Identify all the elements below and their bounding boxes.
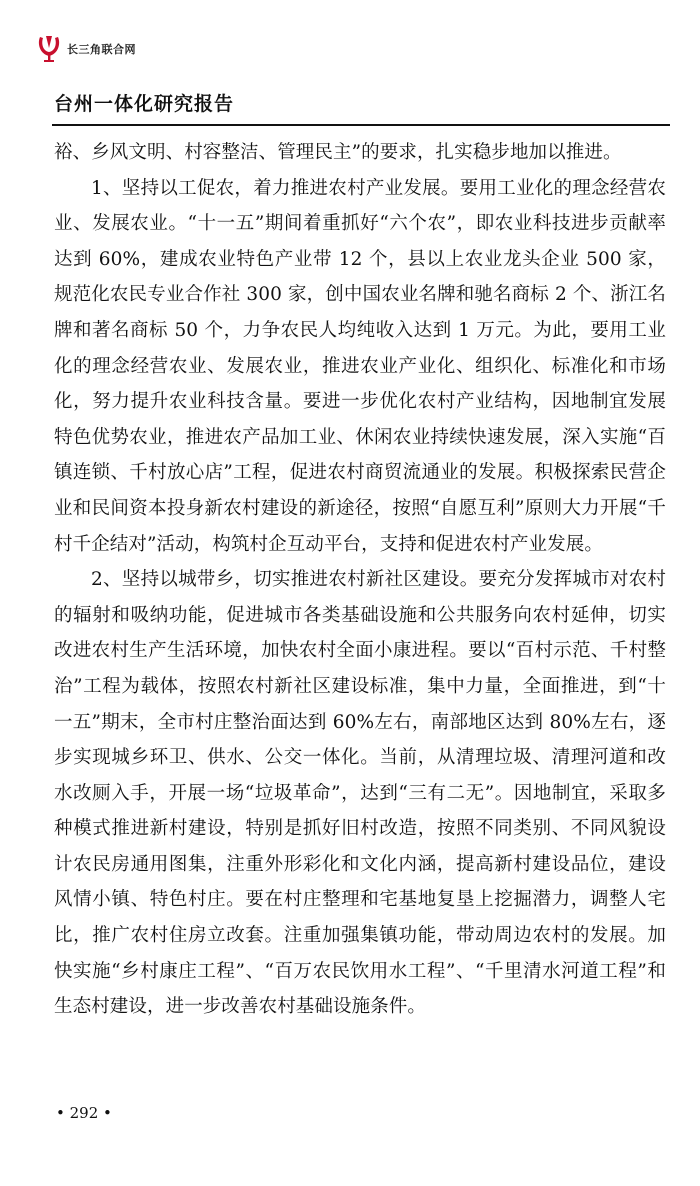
site-logo bbox=[36, 34, 136, 64]
page-number: • 292 • bbox=[56, 1104, 112, 1122]
body-text bbox=[54, 135, 666, 1025]
paragraph-agriculture: 1、坚持以工促农，着力推进农村产业发展。要用工业化的理念经营农业、发展农业。“十一五”期间着重抓好“六个农”，即农业科技进步贡献率达到 60%，建成农业特色产业带 12 个，县以上农业龙头企业 500 家，规范化农民专业合作社 300 家，创中国农业名牌和驰名商标 2 个、浙江名牌和著名商标 50 个，力争农民人均纯收入达到 1 万元。为此，要用工业化的理念经营农业、发展农业，推进农业产业化、组织化、标准化和市场化，努力提升农业科技含量。要进一步优化农村产业结构，因地制宜发展特色优势农业，推进农产品加工业、休闲农业持续快速发展，深入实施“百镇连锁、千村放心店”工程，促进农村商贸流通业的发展。积极探索民营企业和民间资本投身新农村建设的新途径，按照“自愿互利”原则大力开展“千村千企结对”活动，构筑村企互动平台，支持和促进农村产业发展。 bbox=[54, 177, 666, 555]
logo-text: 长三角联合网 bbox=[67, 43, 136, 56]
header-divider bbox=[52, 124, 670, 126]
paragraph-rural-community: 2、坚持以城带乡，切实推进农村新社区建设。要充分发挥城市对农村的辐射和吸纳功能，促进城市各类基础设施和公共服务向农村延伸，切实改进农村生产生活环境，加快农村全面小康进程。要以“百村示范、千村整治”工程为载体，按照农村新社区建设标准，集中力量，全面推进，到“十一五”期末，全市村庄整治面达到 60%左右，南部地区达到 80%左右，逐步实现城乡环卫、供水、公交一体化。当前，从清理垃圾、清理河道和改水改厕入手，开展一场“垃圾革命”，达到“三有二无”。因地制宜，采取多种模式推进新村建设，特别是抓好旧村改造，按照不同类别、不同风貌设计农民房通用图集，注重外形彩化和文化内涵，提高新村建设品位，建设风情小镇、特色村庄。要在村庄整理和宅基地复垦上挖掘潜力，调整人宅比，推广农村住房立改套。注重加强集镇功能，带动周边农村的发展。加快实施“乡村康庄工程”、“百万农民饮用水工程”、“千里清水河道工程”和生态村建设，进一步改善农村基础设施条件。 bbox=[54, 569, 666, 1018]
brand-logo-icon bbox=[36, 34, 62, 64]
paragraph-continued: 裕、乡风文明、村容整洁、管理民主”的要求，扎实稳步地加以推进。 bbox=[54, 142, 622, 163]
running-head-title: 台州一体化研究报告 bbox=[54, 93, 235, 115]
